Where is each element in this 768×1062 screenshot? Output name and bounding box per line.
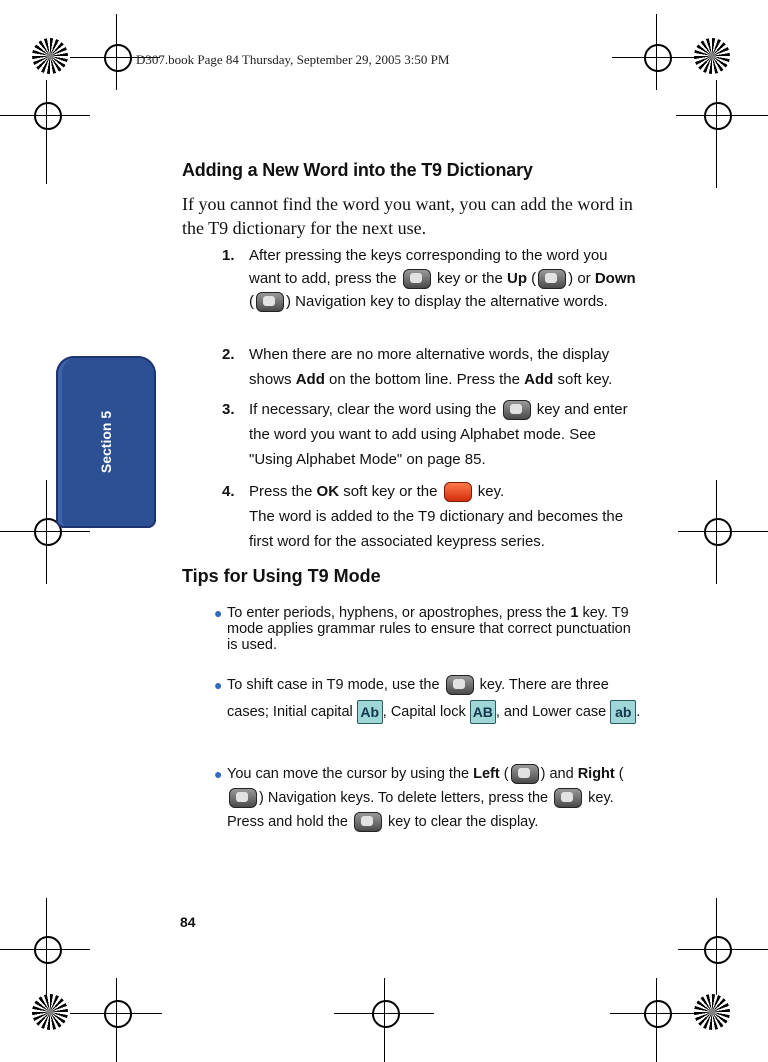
step-text: Press the OK soft key or the key. The word is added to the T9 dictionary and becomes the first word for the associated keypress series.: [249, 483, 624, 550]
lower-case-icon: ab: [610, 700, 636, 724]
crosshair-icon: [704, 102, 732, 130]
intro-paragraph: If you cannot find the word you want, you can add the word in the T9 dictionary for the next use.: [182, 194, 633, 238]
list-item: [222, 479, 642, 554]
list-item: [214, 762, 644, 834]
step-number: 2.: [222, 346, 235, 363]
step-text: If necessary, clear the word using the key and enter the word you want to add using Alphabet mode. See "Using Alphabet Mode" on page 85.: [249, 401, 628, 468]
initial-capital-icon: Ab: [357, 700, 383, 724]
crosshair-icon: [372, 1000, 400, 1028]
clear-key-icon: [503, 400, 531, 420]
bullet-icon: ●: [214, 766, 223, 782]
capital-lock-icon: AB: [470, 700, 496, 724]
list-item: [222, 244, 642, 313]
left-nav-key-icon: [511, 764, 539, 784]
crosshair-icon: [104, 1000, 132, 1028]
tip-text: To enter periods, hyphens, or apostrophes, press the 1 key. T9 mode applies grammar rules to ensure that correct punctuation is used.: [227, 605, 631, 653]
right-nav-key-icon: [229, 788, 257, 808]
list-item: [222, 397, 642, 472]
crosshair-icon: [704, 518, 732, 546]
step-text: When there are no more alternative words, the display shows Add on the bottom line. Press the Add soft key.: [249, 346, 613, 388]
shift-key-icon: [446, 675, 474, 695]
section-tab: [56, 356, 156, 528]
page-number: 84: [180, 914, 196, 930]
send-key-icon: [444, 482, 472, 502]
bullet-icon: ●: [214, 677, 223, 693]
step-number: 3.: [222, 401, 235, 418]
page-title: Adding a New Word into the T9 Dictionary: [182, 160, 533, 180]
list-item: [214, 672, 644, 726]
clear-key-icon: [354, 812, 382, 832]
crosshair-icon: [104, 44, 132, 72]
crosshair-icon: [34, 102, 62, 130]
up-nav-key-icon: [538, 269, 566, 289]
step-number: 4.: [222, 483, 235, 500]
clear-key-icon: [554, 788, 582, 808]
step-text: After pressing the keys corresponding to the word you want to add, press the key or the Up ( ) or Down ( ) Navigation key to display the alternative words.: [249, 244, 642, 313]
radial-target-icon: [694, 994, 730, 1030]
tips-title: Tips for Using T9 Mode: [182, 566, 381, 586]
crosshair-icon: [644, 1000, 672, 1028]
radial-target-icon: [32, 38, 68, 74]
book-header: D307.book Page 84 Thursday, September 29, 2005 3:50 PM: [136, 52, 450, 67]
crosshair-icon: [704, 936, 732, 964]
list-item: [222, 342, 642, 392]
tip-text: To shift case in T9 mode, use the key. There are three cases; Initial capital Ab , Capital lock AB , and Lower case ab .: [227, 672, 644, 726]
crosshair-icon: [34, 936, 62, 964]
radial-target-icon: [694, 38, 730, 74]
down-nav-key-icon: [256, 292, 284, 312]
list-item: [214, 605, 644, 653]
crosshair-icon: [644, 44, 672, 72]
tip-text: You can move the cursor by using the Left ( ) and Right () Navigation keys. To delete letters, press the key. Press and hold the key to clear the display.: [227, 762, 644, 834]
radial-target-icon: [32, 994, 68, 1030]
step-number: 1.: [222, 247, 235, 264]
section-tab-label: Section 5: [98, 410, 114, 474]
bullet-icon: ●: [214, 605, 223, 621]
shift-key-icon: [403, 269, 431, 289]
